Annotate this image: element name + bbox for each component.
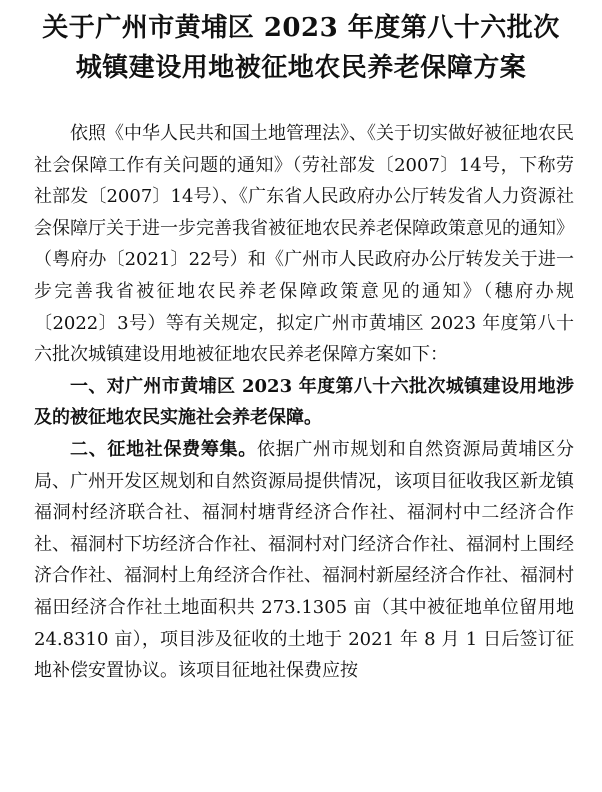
section-2-paragraph xyxy=(34,434,574,687)
section-1-paragraph: 一、对广州市黄埔区 2023 年度第八十六批次城镇建设用地涉及的被征地农民实施社会养老保障。 xyxy=(34,375,574,429)
document-title-line-1: 关于广州市黄埔区 2023 年度第八十六批次 xyxy=(42,13,560,43)
section-2-heading: 二、征地社保费筹集。 xyxy=(70,438,257,460)
section-2-body: 依据广州市规划和自然资源局黄埔区分局、广州开发区规划和自然资源局提供情况，该项目征收我区新龙镇福洞村经济联合社、福洞村塘背经济合作社、福洞村中二经济合作社、福洞村下坊经济合作社、福洞村对门经济合作社、福洞村上围经济合作社、福洞村上角经济合作社、福洞村新屋经济合作社、福洞村福田经济合作社土地面积共 273.1305 亩（其中被征地单位留用地 24.8310 亩），项目涉及征收的土地于 2021 年 8 月 1 日后签订征地补偿安置协议。该项目征地社保费应按 xyxy=(34,438,575,682)
intro-paragraph: 依照《中华人民共和国土地管理法》、《关于切实做好被征地农民社会保障工作有关问题的通知》（劳社部发〔2007〕14号，下称劳社部发〔2007〕14号）、《广东省人民政府办公厅转发省人力资源社会保障厅关于进一步完善我省被征地农民养老保障政策意见的通知》（粤府办〔2021〕22号）和《广州市人民政府办公厅转发关于进一步完善我省被征地农民养老保障政策意见的通知》（穗府办规〔2022〕3号）等有关规定，拟定广州市黄埔区 2023 年度第八十六批次城镇建设用地被征地农民养老保障方案如下： xyxy=(34,123,574,366)
document-body xyxy=(34,118,574,687)
document-title-line-2: 城镇建设用地被征地农民养老保障方案 xyxy=(75,53,527,83)
